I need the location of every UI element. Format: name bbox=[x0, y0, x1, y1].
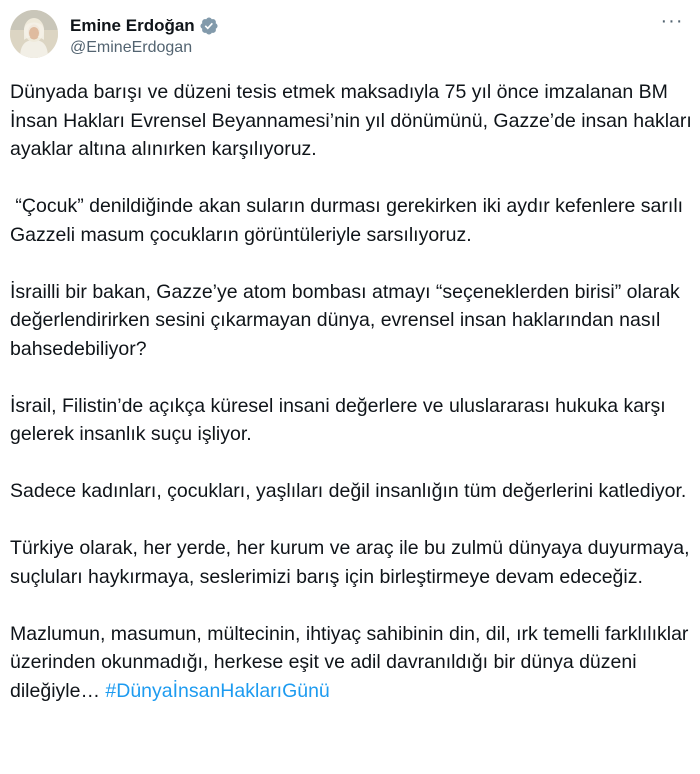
tweet-header bbox=[10, 10, 690, 64]
handle[interactable]: @EmineErdogan bbox=[70, 39, 193, 56]
tweet-paragraph: Dünyada barışı ve düzeni tesis etmek maksadıyla 75 yıl önce imzalanan BM İnsan Hakları Evrensel Beyannamesi’nin yıl dönümünü, Gazze’de insan hakları ayaklar altına alınırken karşılıyoruz. bbox=[10, 81, 698, 160]
profile-photo-icon bbox=[10, 10, 58, 58]
tweet-text bbox=[10, 78, 698, 705]
verified-badge-icon bbox=[199, 16, 219, 36]
name-row bbox=[70, 14, 219, 38]
more-options-icon[interactable]: ··· bbox=[660, 10, 684, 32]
display-name[interactable]: Emine Erdoğan bbox=[70, 16, 195, 35]
avatar[interactable] bbox=[10, 10, 58, 58]
tweet-paragraph: İsrailli bir bakan, Gazze’ye atom bombası atmayı “seçeneklerden birisi” olarak değerlendirirken sesini çıkarmayan dünya, evrensel insan haklarından nasıl bahsedebiliyor? bbox=[10, 280, 686, 360]
tweet-paragraph-text: Mazlumun, masumun, mültecinin, ihtiyaç sahibinin din, dil, ırk temelli farklılıklar üzerinden okunmadığı, herkese eşit ve adil davranıldığı bir dünya düzeni dileğiyle… bbox=[10, 622, 694, 702]
tweet-paragraph: Sadece kadınları, çocukları, yaşlıları değil insanlığın tüm değerlerini katlediyor. bbox=[10, 480, 687, 502]
tweet-paragraph-last bbox=[10, 620, 698, 706]
tweet-paragraph: “Çocuk” denildiğinde akan suların durması gerekirken iki aydır kefenlere sarılı Gazzeli masum çocukların görüntüleriyle sarsılıyoruz. bbox=[10, 195, 689, 246]
tweet-paragraph: Türkiye olarak, her yerde, her kurum ve araç ile bu zulmü dünyaya duyurmaya, suçluları haykırmaya, seslerimizi barış için birleştirmeye devam edeceğiz. bbox=[10, 537, 695, 588]
hashtag-link[interactable]: #DünyaİnsanHaklarıGünü bbox=[105, 679, 330, 702]
tweet-paragraph: İsrail, Filistin’de açıkça küresel insani değerlere ve uluslararası hukuka karşı gelerek insanlık suçu işliyor. bbox=[10, 394, 672, 445]
